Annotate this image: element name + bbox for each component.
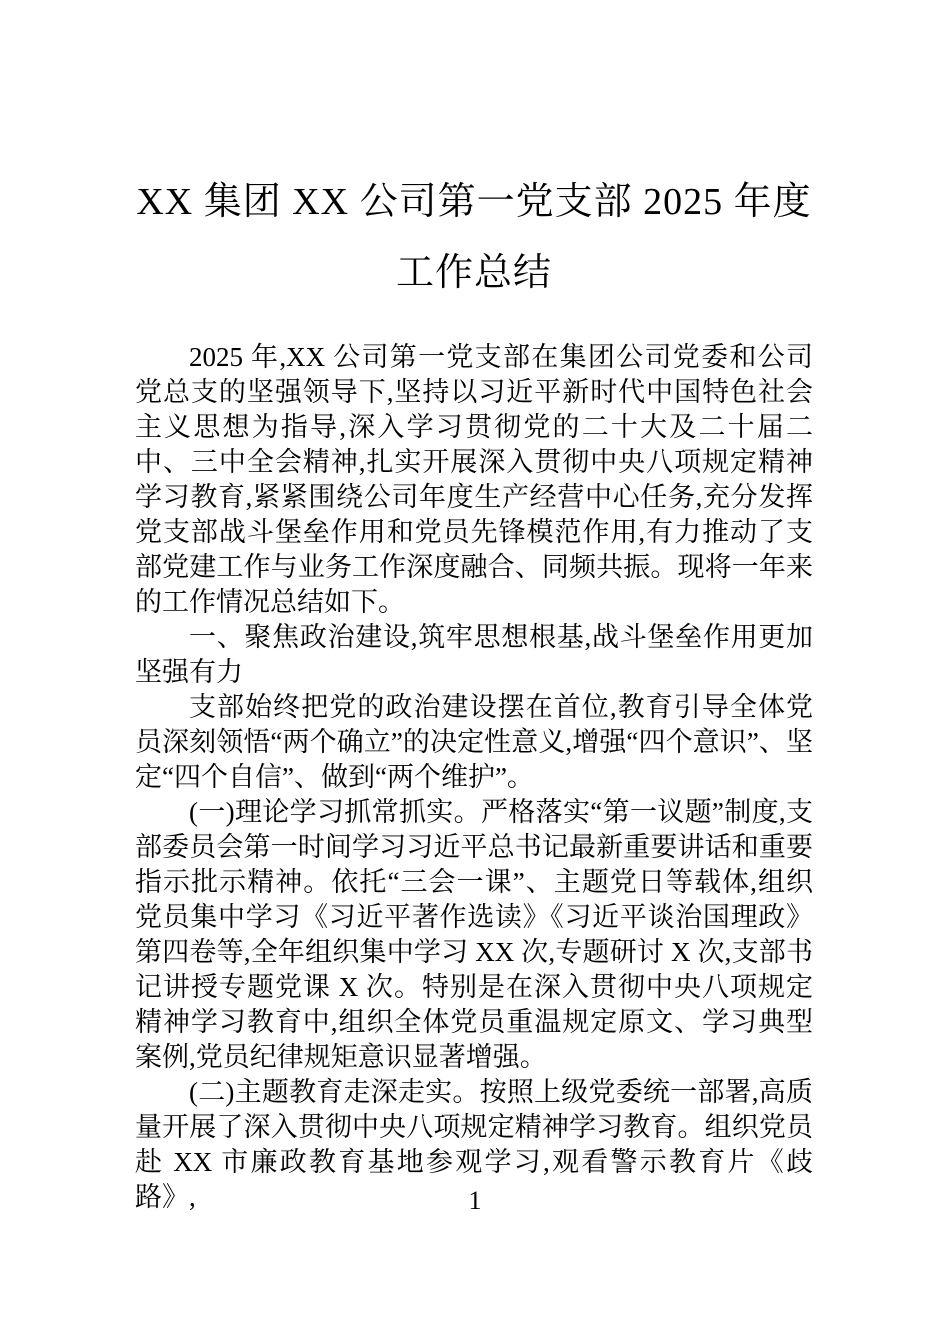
section-heading-1: 一、聚焦政治建设,筑牢思想根基,战斗堡垒作用更加坚强有力 — [135, 622, 813, 687]
document-content — [135, 0, 813, 1215]
paragraph-intro: 2025 年,XX 公司第一党支部在集团公司党委和公司党总支的坚强领导下,坚持以习近平新时代中国特色社会主义思想为指导,深入学习贯彻党的二十大及二十届二中、三中全会精神,扎实开展深入贯彻中央八项规定精神学习教育,紧紧围绕公司年度生产经营中心任务,充分发挥党支部战斗堡垒作用和党员先锋模范作用,有力推动了支部党建工作与业务工作深度融合、同频共振。现将一年来的工作情况总结如下。 — [135, 342, 813, 617]
paragraph-political-building: 支部始终把党的政治建设摆在首位,教育引导全体党员深刻领悟“两个确立”的决定性意义,增强“四个意识”、坚定“四个自信”、做到“两个维护”。 — [135, 692, 813, 792]
paragraph-theory-study: (一)理论学习抓常抓实。严格落实“第一议题”制度,支部委员会第一时间学习习近平总书记最新重要讲话和重要指示批示精神。依托“三会一课”、主题党日等载体,组织党员集中学习《习近平著作选读》《习近平谈治国理政》第四卷等,全年组织集中学习 XX 次,专题研讨 X 次,支部书记讲授专题党课 X 次。特别是在深入贯彻中央八项规定精神学习教育中,组织全体党员重温规定原文、学习典型案例,党员纪律规矩意识显著增强。 — [135, 797, 813, 1072]
page-number: 1 — [468, 1186, 482, 1215]
document-body — [135, 340, 813, 1215]
paragraph-theme-education: (二)主题教育走深走实。按照上级党委统一部署,高质量开展了深入贯彻中央八项规定精神学习教育。组织党员赴 XX 市廉政教育基地参观学习,观看警示教育片《歧路》, — [135, 1077, 813, 1212]
document-title: XX 集团 XX 公司第一党支部 2025 年度工作总结 — [136, 181, 812, 294]
